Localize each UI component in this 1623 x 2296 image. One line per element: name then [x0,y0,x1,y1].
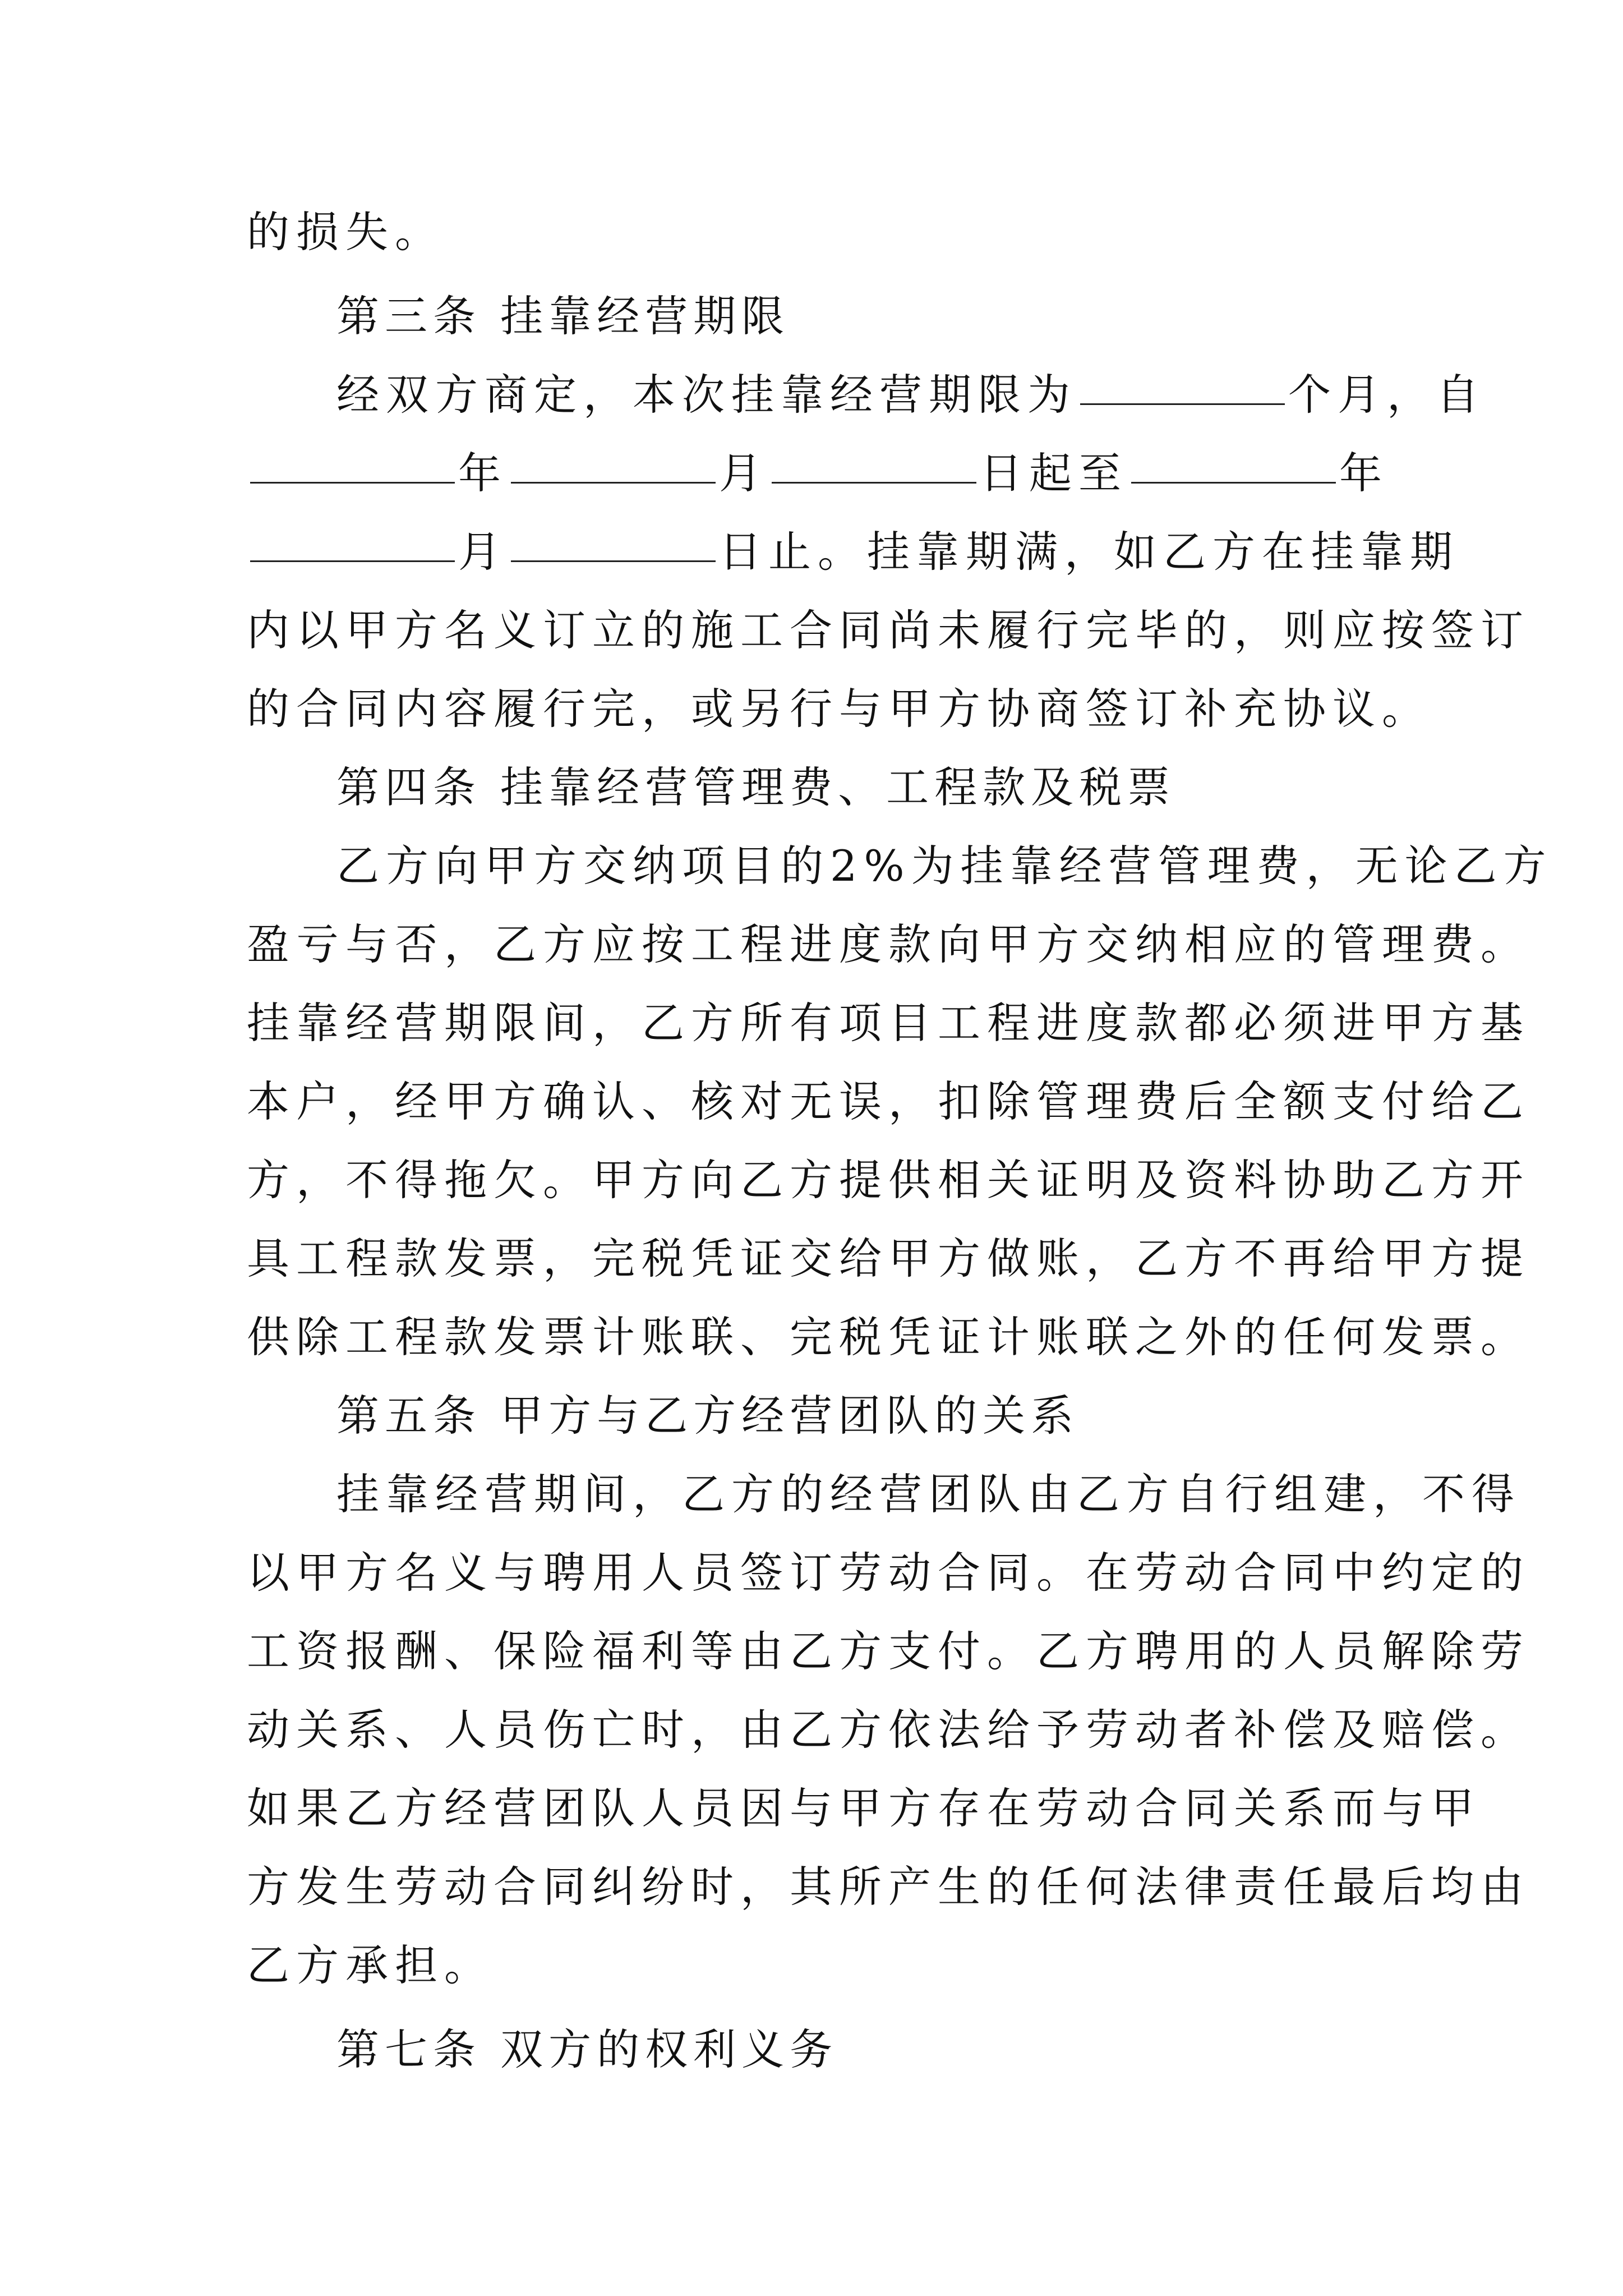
text-line [336,829,1553,904]
text-line [247,195,1396,270]
text-line [336,1457,1521,1532]
blank-field[interactable] [511,481,716,484]
text: 年 [1339,448,1389,498]
text-line [247,1221,1530,1296]
blank-field[interactable] [511,559,716,562]
text-line [247,514,1459,590]
text-line [247,1143,1530,1218]
text-line [247,907,1530,982]
text: 如果乙方经营团队人员因与甲方存在劳动合同关系而与甲 [247,1783,1481,1833]
text: 本户，经甲方确认、核对无误，扣除管理费后全额支付给乙 [247,1076,1530,1126]
text: 方，不得拖欠。甲方向乙方提供相关证明及资料协助乙方开 [247,1155,1530,1205]
text: 第三条 挂靠经营期限 [336,291,790,341]
blank-field[interactable] [1080,402,1285,405]
text: 以甲方名义与聘用人员签订劳动合同。在劳动合同中约定的 [247,1548,1530,1598]
text-line [247,1928,1396,2003]
blank-field[interactable] [250,559,455,562]
text: 方发生劳动合同纠纷时，其所产生的任何法律责任最后均由 [247,1862,1530,1912]
text: 内以甲方名义订立的施工合同尚未履行完毕的，则应按签订 [247,605,1530,655]
text: 经双方商定，本次挂靠经营期限为 [336,370,1077,420]
blank-field[interactable] [250,481,455,484]
article-heading [336,1378,1396,1453]
article-heading [336,2012,1396,2087]
text-line [247,1300,1530,1375]
text: 盈亏与否，乙方应按工程进度款向甲方交纳相应的管理费。 [247,919,1530,969]
blank-field[interactable] [1131,481,1336,484]
text-line [247,1535,1530,1611]
text-line [247,1771,1481,1846]
text: 工资报酬、保险福利等由乙方支付。乙方聘用的人员解除劳 [247,1626,1530,1676]
text: 第四条 挂靠经营管理费、工程款及税票 [336,762,1176,812]
text: 挂靠经营期限间，乙方所有项目工程进度款都必须进甲方基 [247,998,1530,1048]
text-line [247,593,1530,668]
article-heading [336,750,1396,825]
text: 动关系、人员伤亡时，由乙方依法给予劳动者补偿及赔偿。 [247,1705,1530,1755]
text: 日起至 [980,448,1128,498]
text-line [336,357,1486,432]
text: 个月，自 [1288,370,1486,420]
text-line [247,436,1396,511]
text: 年 [458,448,508,498]
text: 具工程款发票，完税凭证交给甲方做账，乙方不再给甲方提 [247,1234,1530,1283]
text: 挂靠经营期间，乙方的经营团队由乙方自行组建，不得 [336,1469,1521,1519]
blank-field[interactable] [772,481,976,484]
article-heading [336,279,1396,354]
text: 乙方承担。 [247,1940,494,1990]
text: 日止。挂靠期满，如乙方在挂靠期 [719,527,1459,577]
text: 乙方向甲方交纳项目的2%为挂靠经营管理费，无论乙方 [336,841,1553,891]
text: 的合同内容履行完，或另行与甲方协商签订补充协议。 [247,684,1431,734]
text: 供除工程款发票计账联、完税凭证计账联之外的任何发票。 [247,1312,1530,1362]
text-line [247,1849,1530,1925]
text: 的损失。 [247,207,444,257]
text-line [247,1614,1530,1689]
text-line [247,1064,1530,1139]
text: 月 [719,448,768,498]
text: 第五条 甲方与乙方经营团队的关系 [336,1391,1080,1441]
text-line [247,1692,1530,1768]
text: 月 [458,527,508,577]
text: 第七条 双方的权利义务 [336,2024,838,2074]
text-line [247,671,1431,747]
text-line [247,986,1530,1061]
